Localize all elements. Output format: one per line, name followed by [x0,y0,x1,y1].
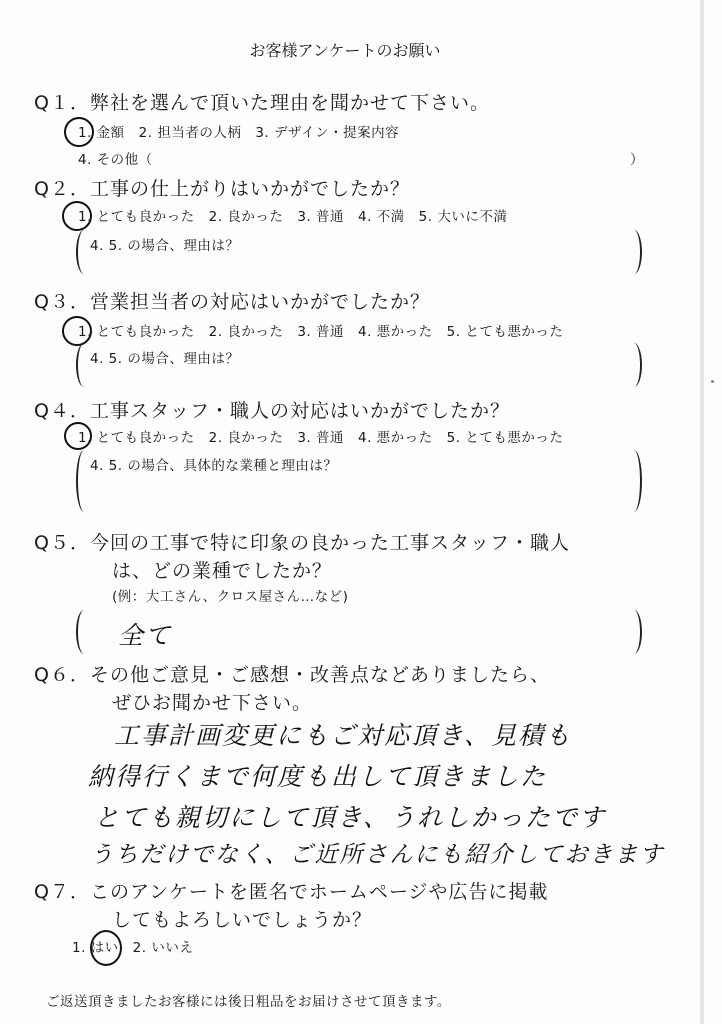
q4-reason-close-bracket [626,450,642,512]
q2-reason-open-bracket [76,230,92,274]
question-1: Q１．弊社を選んで頂いた理由を聞かせて下さい。 [34,92,490,114]
q4-reason-open-bracket [76,450,92,512]
question-3: Q３．営業担当者の対応はいかがでしたか？ [34,291,430,313]
question-4: Q４．工事スタッフ・職人の対応はいかがでしたか？ [34,400,510,422]
q3-reason-open-bracket [76,343,92,387]
page-title: お客様アンケートのお願い [249,41,441,60]
q4-options: 1. とても良かった 2. 良かった 3. 普通 4. 悪かった 5. とても悪かった [78,430,564,446]
q1-other-close: ） [630,152,644,168]
q1-other: 4. その他（ [78,152,153,168]
q1-options: 1. 金額 2. 担当者の人柄 3. デザイン・提案内容 [78,125,400,141]
q3-reason-label: 4. 5. の場合、理由は？ [90,351,240,367]
answer-circle-q7 [90,930,122,966]
footer-note: ご返送頂きましたお客様には後日粗品をお届けさせて頂きます。 [46,994,451,1010]
q5-handwritten-answer: 全て [118,621,173,650]
q5-example: (例：大工さん、クロス屋さん…など) [112,589,349,605]
scan-edge [700,0,704,1024]
q2-reason-close-bracket [626,230,642,274]
q3-reason-close-bracket [626,343,642,387]
question-6-line-1: Q６．その他ご意見・ご感想・改善点などありましたら、 [34,664,550,686]
scan-speck [711,380,714,383]
question-5-line-1: Q５．今回の工事で特に印象の良かった工事スタッフ・職人 [34,532,570,554]
q7-options: 1. はい 2. いいえ [72,940,194,956]
q6-handwritten-line: うちだけでなく、ご近所さんにも紹介しておきます [90,842,665,868]
question-7-line-2: してもよろしいでしょうか？ [112,909,373,931]
q2-reason-label: 4. 5. の場合、理由は？ [90,238,240,254]
q5-close-bracket [626,610,642,654]
q3-options: 1. とても良かった 2. 良かった 3. 普通 4. 悪かった 5. とても悪かった [78,324,564,340]
q6-handwritten-line: 工事計画変更にもご対応頂き、見積も [114,721,573,750]
q5-open-bracket [76,610,92,654]
question-2: Q２．工事の仕上がりはいかがでしたか？ [34,178,410,200]
question-5-line-2: は、どの業種でしたか？ [112,560,333,582]
q4-reason-label: 4. 5. の場合、具体的な業種と理由は？ [90,458,338,474]
q6-handwritten-line: とても親切にして頂き、うれしかったです [94,803,607,832]
question-6-line-2: ぜひお聞かせ下さい。 [112,692,313,714]
q6-handwritten-line: 納得行くまで何度も出して頂きました [88,762,548,791]
question-7-line-1: Q７．このアンケートを匿名でホームページや広告に掲載 [34,881,549,903]
q2-options: 1. とても良かった 2. 良かった 3. 普通 4. 不満 5. 大いに不満 [78,209,508,225]
